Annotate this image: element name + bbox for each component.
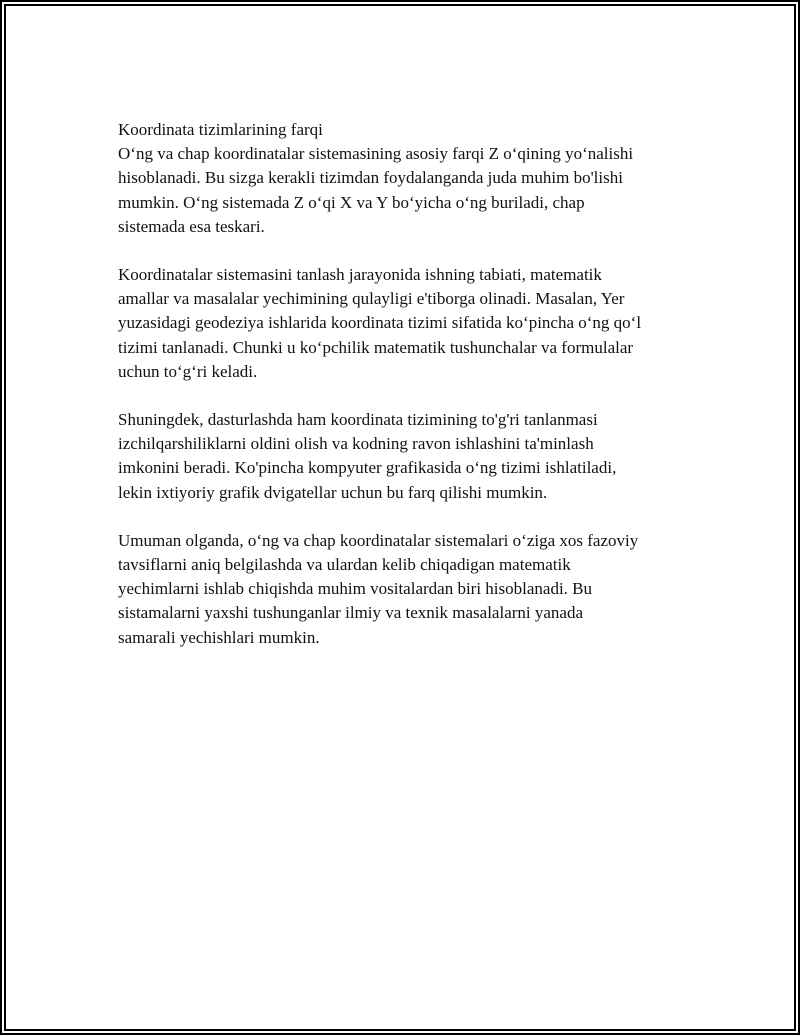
paragraph-line: amallar va masalalar yechimining qulayligi e'tiborga olinadi. Masalan, Yer (118, 289, 625, 309)
paragraph-line: lekin ixtiyoriy grafik dvigatellar uchun bu farq qilishi mumkin. (118, 482, 548, 502)
paragraph-line: sistamalarni yaxshi tushunganlar ilmiy va texnik masalalarni yanada (118, 603, 584, 623)
paragraph-line: izchilqarshiliklarni oldini olish va kodning ravon ishlashini ta'minlash (118, 434, 594, 454)
paragraph-3 (118, 408, 698, 505)
paragraph-line: hisoblanadi. Bu sizga kerakli tizimdan foydalanganda juda muhim bo'lishi (118, 168, 623, 188)
paragraph-line: Umuman olganda, o‘ng va chap koordinatalar sistemalari o‘ziga xos fazoviy (118, 530, 639, 550)
paragraph-line: Shuningdek, dasturlashda ham koordinata tizimining to'g'ri tanlanmasi (118, 410, 598, 430)
paragraph-4 (118, 529, 698, 650)
paragraph-line: samarali yechishlari mumkin. (118, 627, 320, 647)
paragraph-line: Koordinatalar sistemasini tanlash jarayonida ishning tabiati, matematik (118, 265, 602, 285)
paragraph-line: sistemada esa teskari. (118, 216, 265, 236)
paragraph-line: tavsiflarni aniq belgilashda va ulardan kelib chiqadigan matematik (118, 555, 571, 575)
paragraph-2 (118, 263, 698, 384)
paragraph-line: tizimi tanlanadi. Chunki u ko‘pchilik matematik tushunchalar va formulalar (118, 337, 634, 357)
paragraph-line: yuzasidagi geodeziya ishlarida koordinata tizimi sifatida ko‘pincha o‘ng qo‘l (118, 313, 642, 333)
paragraph-line: O‘ng va chap koordinatalar sistemasining asosiy farqi Z o‘qining yo‘nalishi (118, 144, 634, 164)
document-title: Koordinata tizimlarining farqi (118, 120, 323, 139)
paragraph-line: uchun to‘g‘ri keladi. (118, 361, 258, 381)
document-body (118, 118, 698, 674)
paragraph-1 (118, 142, 698, 239)
paragraph-line: yechimlarni ishlab chiqishda muhim vositalardan biri hisoblanadi. Bu (118, 579, 593, 599)
paragraph-line: imkonini beradi. Ko'pincha kompyuter grafikasida o‘ng tizimi ishlatiladi, (118, 458, 617, 478)
paragraph-line: mumkin. O‘ng sistemada Z o‘qi X va Y bo‘yicha o‘ng buriladi, chap (118, 192, 585, 212)
